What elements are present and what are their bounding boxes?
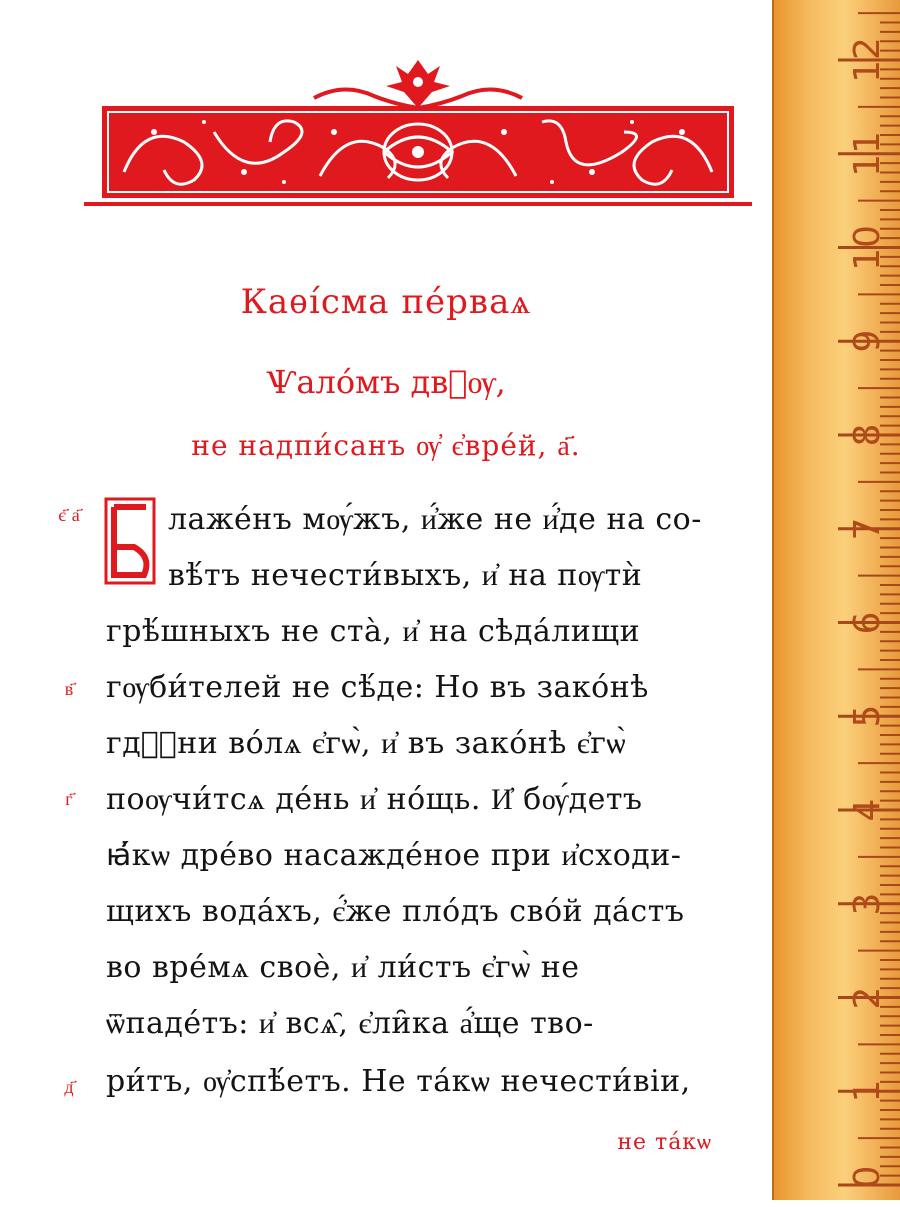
verse-marker-3: г҃ [65,789,73,810]
psalm-title: Ѱало́мъ двⷣѹ, [266,363,506,401]
ruler-label-6: 6 [847,611,888,634]
text-line-3: грѣ́шныхъ не ста̀, и҆ на сѣда́лищи [106,614,641,649]
ornamental-headpiece [84,52,752,214]
text-line-4: гѹби́телей не сѣ́де: Но въ зако́нѣ [106,670,649,705]
kathisma-title: Каѳі́сма пе́рваѧ [240,282,532,322]
text-line-9: во вре́мѧ своѐ, и҆ ли́стъ є҆гѡ̀ не [106,950,580,985]
ruler-label-5: 5 [847,704,888,728]
catchword: не та́кѡ [617,1130,712,1155]
ruler-label-3: 3 [847,892,888,916]
verse-marker-prefix: є҃ [58,505,66,526]
ruler-label-11: 11 [847,130,888,177]
ruler-label-9: 9 [847,329,888,353]
ruler-label-0: 0 [847,1165,888,1189]
text-line-5: гдⷭ҇ни во́лѧ є҆гѡ̀, и҆ въ зако́нѣ є҆гѡ̀ [106,726,627,761]
text-line-7: ꙗ҆́кѡ дре́во насажде́ное при и҆сходи- [106,838,682,873]
text-line-11: ри́тъ, ѹ҆спѣ́етъ. Не та́кѡ нечести́віи, [106,1064,691,1099]
verse-marker-1 [40,506,98,526]
ruler-label-4: 4 [847,798,888,822]
text-line-6: поѹчи́тсѧ де́нь и҆ но́щь. И҆ бѹ́детъ [106,782,643,817]
text-line-2: вѣ́тъ нечести́выхъ, и҆ на пѹтѝ [168,558,643,593]
ruler-label-7: 7 [847,517,888,541]
verse-marker-4: д҃ [64,1077,74,1098]
text-line-1: лаже́нъ мѹ́жъ, и҆́же не и҆́де на со- [168,502,702,537]
psalm-subtitle: не надпи́санъ ѹ҆ є҆вре́й, а҃. [191,429,581,462]
verse-marker-number: а҃ [71,505,80,526]
ruler-label-12: 12 [847,37,888,83]
ruler-label-10: 10 [847,224,888,271]
text-line-8: щихъ вода́хъ, є҆́же пло́дъ сво́й да́стъ [106,894,685,929]
ruler-label-2: 2 [847,986,888,1009]
ruler-label-8: 8 [847,423,888,447]
text-line-10: ѿпаде́тъ: и҆ всѧ̑, є҆ли̑ка а҆́ще тво- [106,1006,594,1041]
ruler-label-1: 1 [847,1079,888,1103]
verse-marker-2: в҃ [64,679,74,700]
